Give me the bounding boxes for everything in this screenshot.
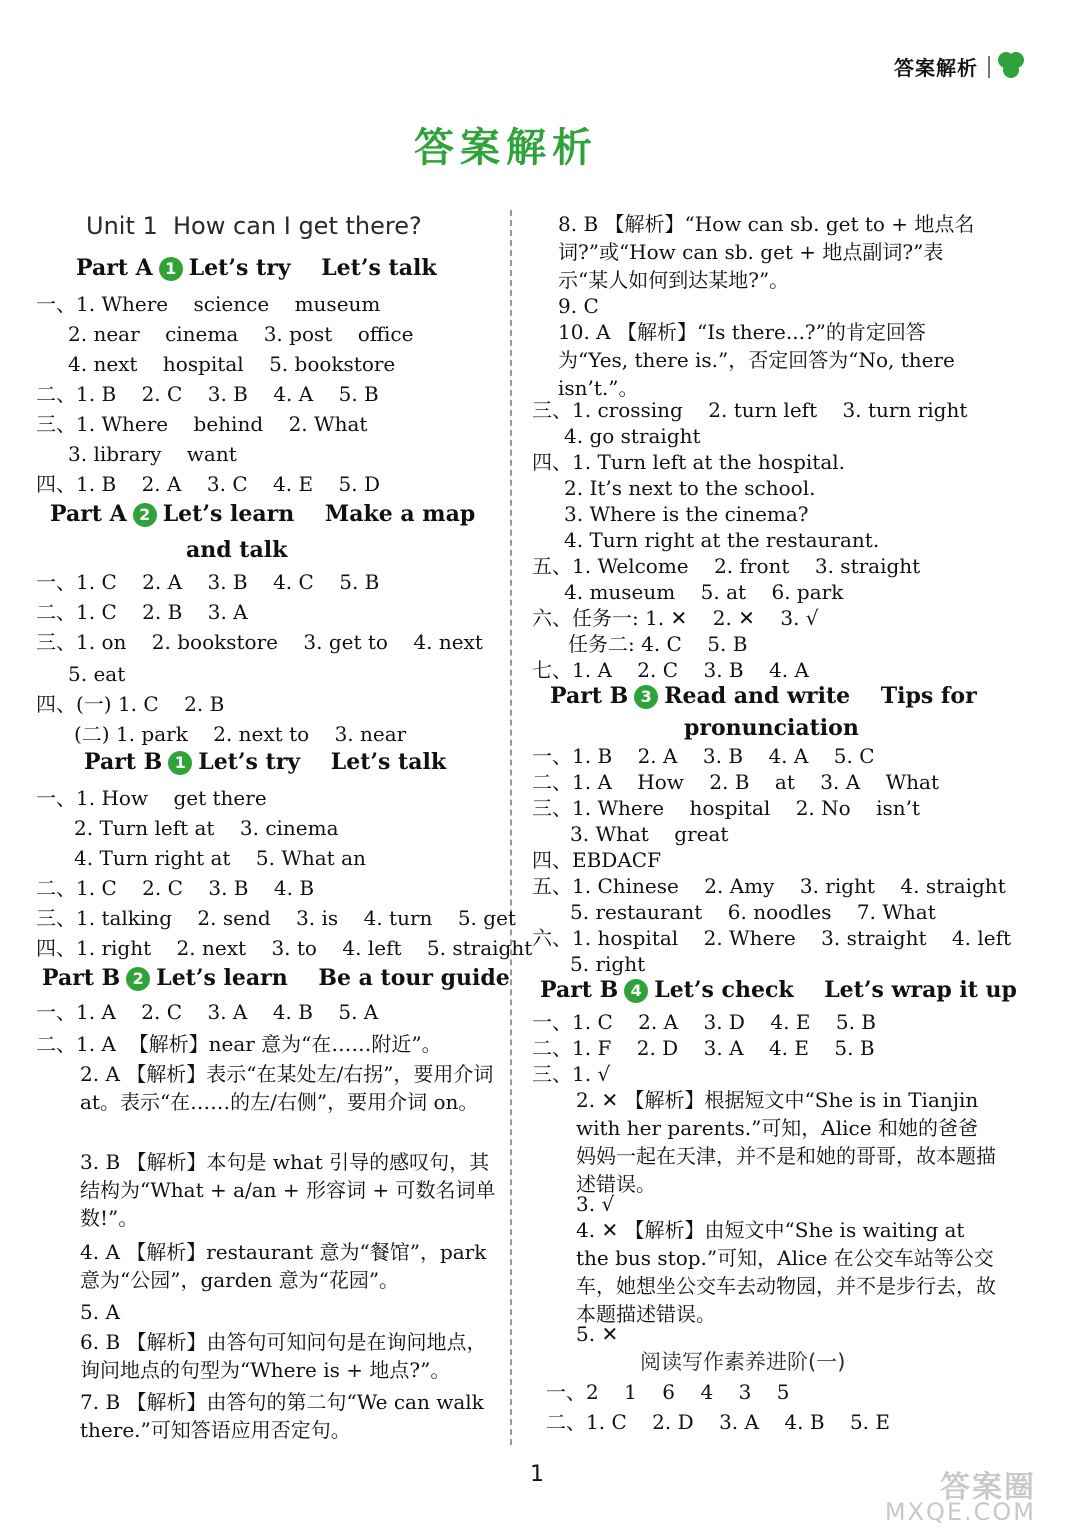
answer-line: 一、1. A 2. C 3. A 4. B 5. A bbox=[36, 1000, 379, 1024]
section-heading bbox=[50, 500, 475, 528]
lesson-number-badge: 3 bbox=[634, 685, 658, 709]
section-heading bbox=[540, 976, 1017, 1004]
part-label: Part A bbox=[50, 501, 127, 527]
answer-line: 3. library want bbox=[68, 442, 237, 466]
answer-explanation: 3. B 【解析】本句是 what 引导的感叹句，其结构为“What + a/an + 形容词 + 可数名词单数!”。 bbox=[80, 1150, 496, 1230]
answer-explanation: 4. ✕ 【解析】由短文中“She is waiting at the bus stop.”可知，Alice 在公交车站等公交车，她想坐公交车去动物园，并不是步行去，故本题描述错误。 bbox=[576, 1218, 996, 1326]
answer-line: 二、1. C 2. D 3. A 4. B 5. E bbox=[546, 1410, 890, 1434]
answer-line: 4. next hospital 5. bookstore bbox=[68, 352, 396, 376]
answer-line: 一、2 1 6 4 3 5 bbox=[546, 1380, 790, 1404]
answer-line: 5. ✕ bbox=[576, 1322, 619, 1346]
answer-line: 一、1. C 2. A 3. B 4. C 5. B bbox=[36, 570, 380, 594]
answer-line: 二、1. C 2. C 3. B 4. B bbox=[36, 876, 315, 900]
answer-line: 四、1. right 2. next 3. to 4. left 5. straight bbox=[36, 936, 533, 960]
answer-line: 二、1. A 【解析】near 意为“在……附近”。 bbox=[36, 1032, 442, 1056]
lesson-title: Let’s check Let’s wrap it up bbox=[654, 977, 1017, 1003]
lesson-number-badge: 2 bbox=[133, 503, 157, 527]
reading-section-title: 阅读写作素养进阶(一) bbox=[640, 1350, 846, 1374]
watermark-url: MXQE.COM bbox=[884, 1498, 1036, 1526]
lesson-title: Let’s try Let’s talk bbox=[188, 255, 437, 281]
lesson-number-badge: 2 bbox=[126, 967, 150, 991]
answer-line: 3. Where is the cinema? bbox=[564, 502, 809, 526]
section-heading bbox=[84, 748, 446, 776]
answer-line: 一、1. C 2. A 3. D 4. E 5. B bbox=[532, 1010, 876, 1034]
answer-line: 五、1. Chinese 2. Amy 3. right 4. straight bbox=[532, 874, 1006, 898]
answer-line: 5. restaurant 6. noodles 7. What bbox=[570, 900, 936, 924]
answer-line: 三、1. Where hospital 2. No isn’t bbox=[532, 796, 921, 820]
part-label: Part B bbox=[42, 965, 121, 991]
lesson-title: Let’s learn Be a tour guide bbox=[156, 965, 510, 991]
answer-line: 四、EBDACF bbox=[532, 848, 661, 872]
answer-explanation: 2. A 【解析】表示“在某处左/右拐”，要用介词 at。表示“在……的左/右侧”，要用介词 on。 bbox=[80, 1062, 494, 1114]
lesson-title: Let’s try Let’s talk bbox=[198, 749, 447, 775]
answer-explanation: 6. B 【解析】由答句可知问句是在询问地点，询问地点的句型为“Where is + 地点?”。 bbox=[80, 1330, 487, 1382]
lesson-number-badge: 1 bbox=[168, 751, 192, 775]
lesson-number-badge: 1 bbox=[159, 257, 183, 281]
answer-line: 三、1. on 2. bookstore 3. get to 4. next bbox=[36, 630, 483, 654]
section-heading bbox=[550, 682, 977, 710]
answer-line: 四、(一) 1. C 2. B bbox=[36, 692, 225, 716]
section-heading bbox=[186, 536, 287, 564]
answer-line: 四、1. Turn left at the hospital. bbox=[532, 450, 846, 474]
answer-line: (二) 1. park 2. next to 3. near bbox=[74, 722, 407, 746]
part-label: Part B bbox=[84, 749, 163, 775]
answer-explanation: 10. A 【解析】“Is there...?”的肯定回答为“Yes, there is.”，否定回答为“No, there isn’t.”。 bbox=[558, 320, 955, 400]
answer-line: 一、1. B 2. A 3. B 4. A 5. C bbox=[532, 744, 875, 768]
section-heading bbox=[42, 964, 510, 992]
answer-line: 4. museum 5. at 6. park bbox=[564, 580, 844, 604]
answer-line: 三、1. crossing 2. turn left 3. turn right bbox=[532, 398, 968, 422]
clover-logo-icon bbox=[994, 48, 1028, 82]
column-divider bbox=[510, 210, 512, 1445]
page-number: 1 bbox=[530, 1462, 544, 1487]
section-heading bbox=[76, 254, 437, 282]
answer-line: 4. Turn right at 5. What an bbox=[74, 846, 366, 870]
answer-line: 4. Turn right at the restaurant. bbox=[564, 528, 880, 552]
answer-line: 二、1. A How 2. B at 3. A What bbox=[532, 770, 940, 794]
part-label: Part A bbox=[76, 255, 153, 281]
answer-explanation: 7. B 【解析】由答句的第二句“We can walk there.”可知答语应用否定句。 bbox=[80, 1390, 484, 1442]
lesson-title: pronunciation bbox=[684, 715, 859, 741]
answer-line: 三、1. talking 2. send 3. is 4. turn 5. get bbox=[36, 906, 516, 930]
answer-line: 二、1. C 2. B 3. A bbox=[36, 600, 248, 624]
answer-line: 9. C bbox=[558, 294, 599, 318]
header-section-label: 答案解析 bbox=[894, 56, 978, 80]
answer-line: 三、1. Where behind 2. What bbox=[36, 412, 368, 436]
answer-line: 5. A bbox=[80, 1300, 120, 1324]
answer-explanation: 4. A 【解析】restaurant 意为“餐馆”，park 意为“公园”，garden 意为“花园”。 bbox=[80, 1240, 487, 1292]
answer-explanation: 2. ✕ 【解析】根据短文中“She is in Tianjin with her parents.”可知，Alice 和她的爸爸妈妈一起在天津，并不是和她的哥哥，故本题描述错误。 bbox=[576, 1088, 996, 1196]
answer-line: 3. √ bbox=[576, 1192, 615, 1216]
answer-line: 二、1. F 2. D 3. A 4. E 5. B bbox=[532, 1036, 875, 1060]
answer-explanation: 8. B 【解析】“How can sb. get to + 地点名词?”或“How can sb. get + 地点副词?”表示“某人如何到达某地?”。 bbox=[558, 212, 975, 292]
answer-line: 七、1. A 2. C 3. B 4. A bbox=[532, 658, 809, 682]
answer-line: 三、1. √ bbox=[532, 1062, 611, 1086]
answer-line: 四、1. B 2. A 3. C 4. E 5. D bbox=[36, 472, 380, 496]
watermark-logo: 答案圈 bbox=[940, 1470, 1036, 1505]
part-label: Part B bbox=[540, 977, 619, 1003]
header-divider bbox=[988, 56, 990, 78]
answer-line: 一、1. Where science museum bbox=[36, 292, 381, 316]
part-label: Part B bbox=[550, 683, 629, 709]
answer-line: 一、1. How get there bbox=[36, 786, 267, 810]
lesson-number-badge: 4 bbox=[624, 979, 648, 1003]
answer-line: 六、任务一: 1. ✕ 2. ✕ 3. √ bbox=[532, 606, 819, 630]
answer-line: 五、1. Welcome 2. front 3. straight bbox=[532, 554, 921, 578]
answer-line: 5. right bbox=[570, 952, 646, 976]
unit-title: Unit 1 How can I get there? bbox=[86, 212, 422, 240]
section-heading bbox=[684, 714, 859, 742]
answer-line: 5. eat bbox=[68, 662, 126, 686]
lesson-title: Read and write Tips for bbox=[664, 683, 977, 709]
lesson-title: and talk bbox=[186, 537, 288, 563]
lesson-title: Let’s learn Make a map bbox=[162, 501, 476, 527]
answer-line: 3. What great bbox=[570, 822, 729, 846]
answer-line: 2. near cinema 3. post office bbox=[68, 322, 414, 346]
answer-line: 二、1. B 2. C 3. B 4. A 5. B bbox=[36, 382, 379, 406]
page-title: 答案解析 bbox=[414, 125, 598, 171]
answer-line: 六、1. hospital 2. Where 3. straight 4. left bbox=[532, 926, 1012, 950]
answer-line: 2. Turn left at 3. cinema bbox=[74, 816, 339, 840]
answer-line: 2. It’s next to the school. bbox=[564, 476, 816, 500]
answer-line: 任务二: 4. C 5. B bbox=[568, 632, 748, 656]
answer-line: 4. go straight bbox=[564, 424, 701, 448]
